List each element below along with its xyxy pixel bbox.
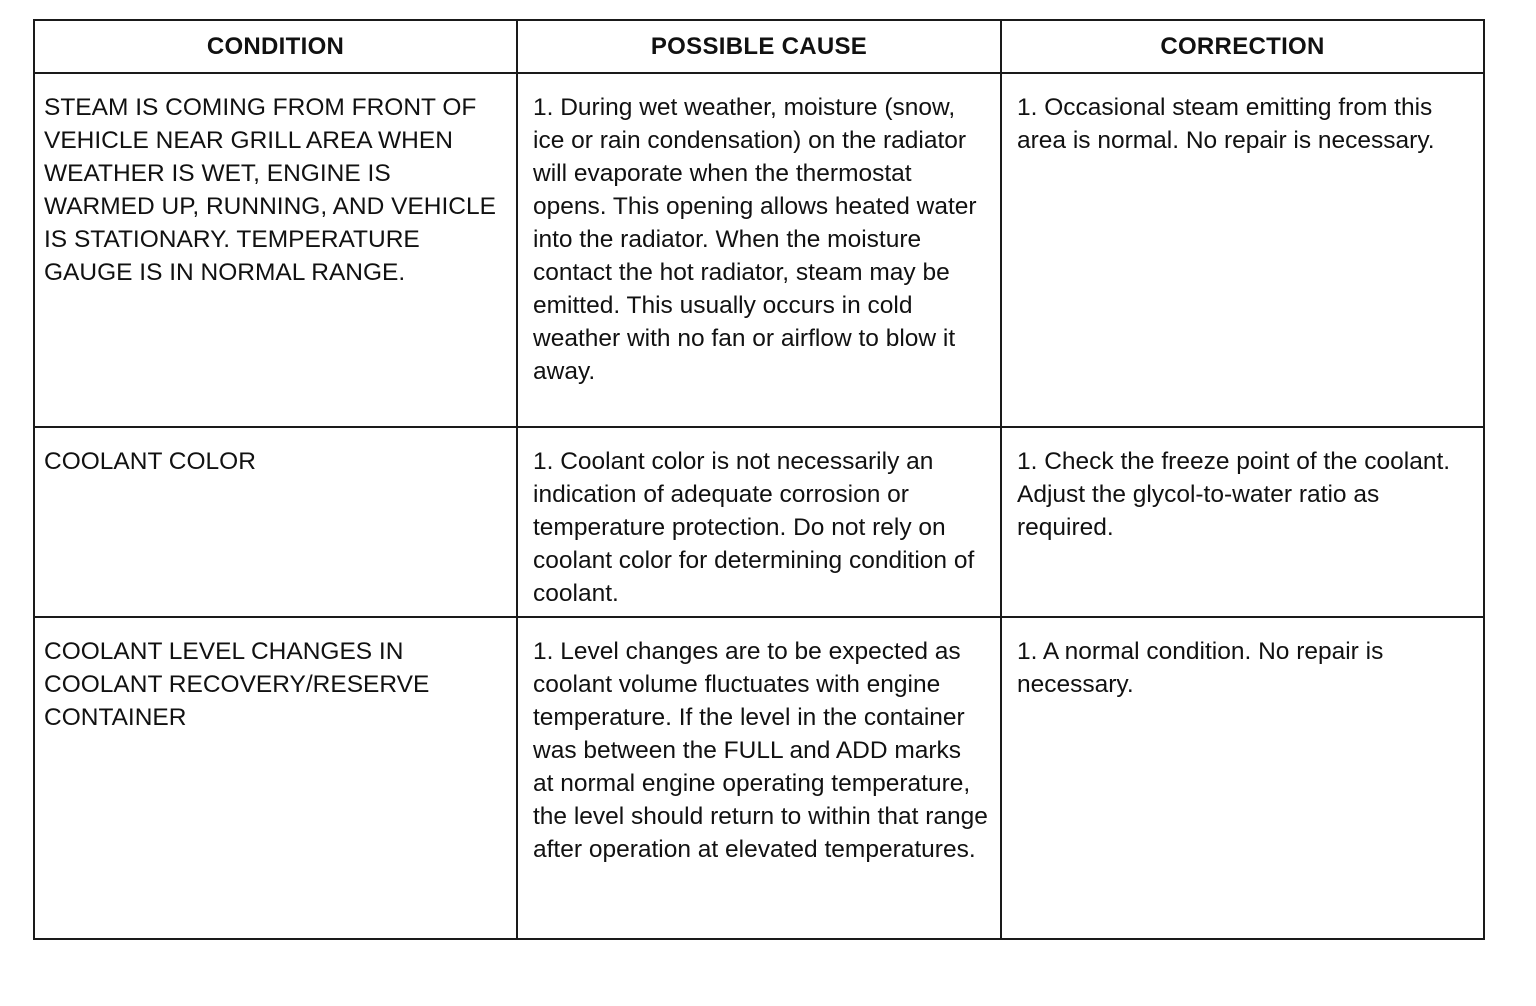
correction-cell: 1. A normal condition. No repair is necessary. [1001, 617, 1484, 939]
header-row [34, 20, 1484, 73]
header-possible-cause: POSSIBLE CAUSE [517, 20, 1001, 73]
condition-cell: STEAM IS COMING FROM FRONT OF VEHICLE NEAR GRILL AREA WHEN WEATHER IS WET, ENGINE IS WARMED UP, RUNNING, AND VEHICLE IS STATIONARY. TEMPERATURE GAUGE IS IN NORMAL RANGE. [34, 73, 517, 427]
header-condition: CONDITION [34, 20, 517, 73]
condition-cell: COOLANT COLOR [34, 427, 517, 617]
table-header [34, 20, 1484, 73]
possible-cause-cell: 1. Level changes are to be expected as coolant volume fluctuates with engine temperature. If the level in the container was between the FULL and ADD marks at normal engine operating temperature, the level should return to within that range after operation at elevated temperatures. [517, 617, 1001, 939]
condition-cell: COOLANT LEVEL CHANGES IN COOLANT RECOVERY/RESERVE CONTAINER [34, 617, 517, 939]
table-row [34, 617, 1484, 939]
diagnosis-table [33, 19, 1485, 940]
table-body [34, 73, 1484, 939]
correction-cell: 1. Check the freeze point of the coolant. Adjust the glycol-to-water ratio as required. [1001, 427, 1484, 617]
table-row [34, 427, 1484, 617]
correction-cell: 1. Occasional steam emitting from this area is normal. No repair is necessary. [1001, 73, 1484, 427]
possible-cause-cell: 1. Coolant color is not necessarily an indication of adequate corrosion or temperature protection. Do not rely on coolant color for determining condition of coolant. [517, 427, 1001, 617]
possible-cause-cell: 1. During wet weather, moisture (snow, ice or rain condensation) on the radiator will evaporate when the thermostat opens. This opening allows heated water into the radiator. When the moisture contact the hot radiator, steam may be emitted. This usually occurs in cold weather with no fan or airflow to blow it away. [517, 73, 1001, 427]
table-row [34, 73, 1484, 427]
header-correction: CORRECTION [1001, 20, 1484, 73]
